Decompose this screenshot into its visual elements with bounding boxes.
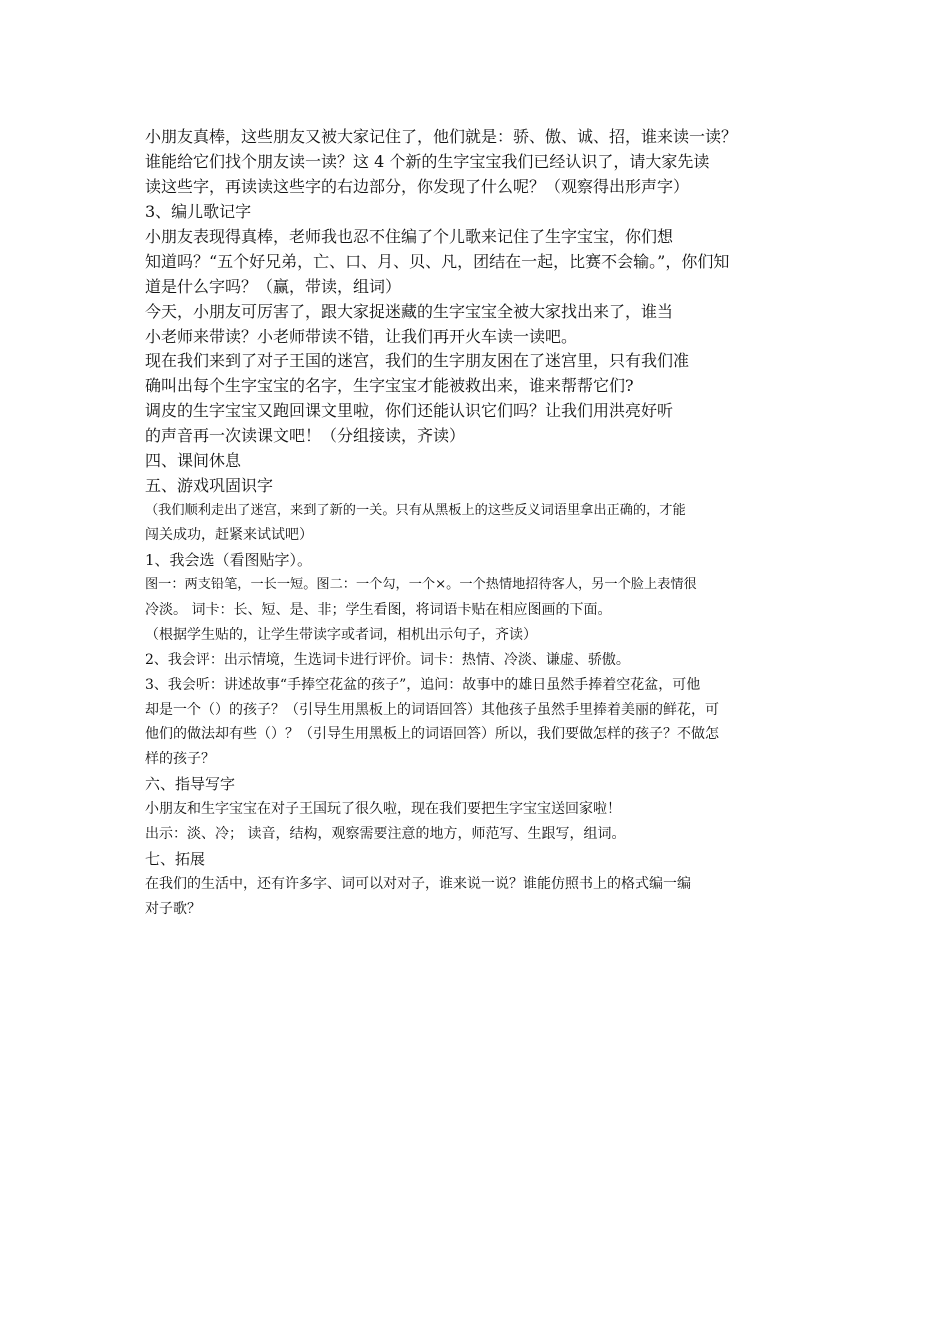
paragraph-line: 却是一个（）的孩子？（引导生用黑板上的词语回答）其他孩子虽然手里捧着美丽的鲜花，可 bbox=[145, 702, 719, 718]
paragraph-line: 谁能给它们找个朋友读一读？这 4 个新的生字宝宝我们已经认识了，请大家先读 bbox=[145, 152, 710, 171]
paragraph-line: 小朋友表现得真棒，老师我也忍不住编了个儿歌来记住了生字宝宝，你们想 bbox=[145, 227, 674, 246]
paragraph-line: 样的孩子？ bbox=[145, 751, 215, 767]
paragraph-line: 小老师来带读？小老师带读不错，让我们再开火车读一读吧。 bbox=[145, 327, 578, 346]
paragraph-line: 小朋友真棒，这些朋友又被大家记住了，他们就是：骄、傲、诚、招，谁来读一读？ bbox=[145, 127, 738, 146]
paragraph-line: 闯关成功，赶紧来试试吧） bbox=[145, 527, 313, 543]
paragraph-line: 今天，小朋友可厉害了，跟大家捉迷藏的生字宝宝全被大家找出来了，谁当 bbox=[145, 302, 674, 321]
paragraph-line: 读这些字，再读读这些字的右边部分，你发现了什么呢？（观察得出形声字） bbox=[145, 177, 690, 196]
paragraph-line: 出示：淡、冷； 读音，结构，观察需要注意的地方，师范写、生跟写，组词。 bbox=[145, 826, 626, 842]
section-heading: 七、拓展 bbox=[145, 850, 206, 868]
paragraph-line: 小朋友和生字宝宝在对子王国玩了很久啦，现在我们要把生字宝宝送回家啦！ bbox=[145, 801, 621, 817]
section-heading: 3、编儿歌记字 bbox=[145, 202, 252, 221]
section-heading: 六、指导写字 bbox=[145, 775, 236, 793]
section-heading: 五、游戏巩固识字 bbox=[145, 476, 274, 495]
paragraph-line: （我们顺利走出了迷宫，来到了新的一关。只有从黑板上的这些反义词语里拿出正确的，才能 bbox=[145, 503, 686, 518]
paragraph-line: 他们的做法却有些（）？（引导生用黑板上的词语回答）所以，我们要做怎样的孩子？不做怎 bbox=[145, 726, 719, 742]
paragraph-line: 对子歌？ bbox=[145, 901, 201, 917]
paragraph-line: 冷淡。 词卡：长、短、是、非；学生看图，将词语卡贴在相应图画的下面。 bbox=[145, 602, 612, 618]
paragraph-line: 道是什么字吗？（赢，带读，组词） bbox=[145, 277, 402, 296]
paragraph-line: 的声音再一次读课文吧！（分组接读，齐读） bbox=[145, 426, 466, 445]
subsection-heading: 1、我会选（看图贴字）。 bbox=[145, 551, 313, 569]
paragraph-line: 现在我们来到了对子王国的迷宫，我们的生字朋友困在了迷宫里，只有我们准 bbox=[145, 351, 690, 370]
paragraph-line: 图一：两支铅笔，一长一短。图二：一个勾，一个×。一个热情地招待客人，另一个脸上表情很 bbox=[145, 577, 697, 592]
paragraph-line: 确叫出每个生字宝宝的名字，生字宝宝才能被救出来，谁来帮帮它们? bbox=[145, 376, 634, 395]
section-heading: 四、课间休息 bbox=[145, 451, 242, 470]
paragraph-line: （根据学生贴的，让学生带读字或者词，相机出示句子，齐读） bbox=[145, 627, 537, 643]
paragraph-line: 知道吗？“五个好兄弟，亡、口、月、贝、凡，团结在一起，比赛不会输。”，你们知 bbox=[145, 252, 730, 271]
subsection-heading: 2、我会评：出示情境，生选词卡进行评价。词卡：热情、冷淡、谦虚、骄傲。 bbox=[145, 652, 630, 668]
subsection-heading: 3、我会听：讲述故事“手捧空花盆的孩子”，追问：故事中的雄日虽然手捧着空花盆，可他 bbox=[145, 677, 701, 693]
paragraph-line: 调皮的生字宝宝又跑回课文里啦，你们还能认识它们吗？让我们用洪亮好听 bbox=[145, 401, 674, 420]
paragraph-line: 在我们的生活中，还有许多字、词可以对对子，谁来说一说？谁能仿照书上的格式编一编 bbox=[145, 876, 691, 892]
